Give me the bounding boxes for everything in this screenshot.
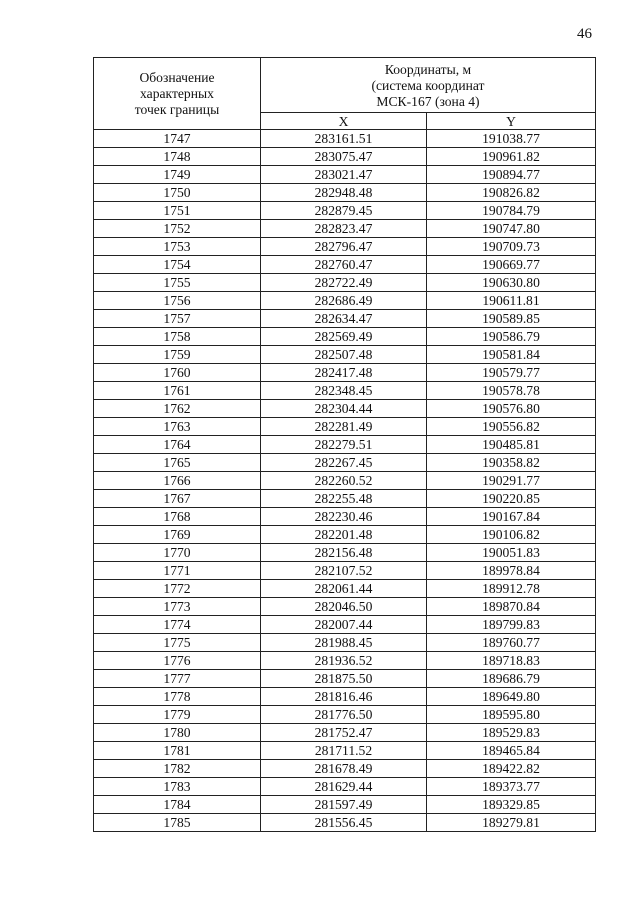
table-row bbox=[94, 382, 596, 400]
x-coordinate-cell: 282948.48 bbox=[261, 184, 427, 202]
x-coordinate-cell: 282569.49 bbox=[261, 328, 427, 346]
x-coordinate-cell: 282201.48 bbox=[261, 526, 427, 544]
point-id-cell: 1759 bbox=[94, 346, 261, 364]
y-column-header: Y bbox=[427, 113, 596, 130]
table-header bbox=[94, 58, 596, 130]
point-id-cell: 1770 bbox=[94, 544, 261, 562]
table-row bbox=[94, 148, 596, 166]
x-coordinate-cell: 282760.47 bbox=[261, 256, 427, 274]
table-row bbox=[94, 562, 596, 580]
x-coordinate-cell: 282279.51 bbox=[261, 436, 427, 454]
x-coordinate-cell: 282686.49 bbox=[261, 292, 427, 310]
y-coordinate-cell: 190669.77 bbox=[427, 256, 596, 274]
y-coordinate-cell: 190630.80 bbox=[427, 274, 596, 292]
y-coordinate-cell: 190578.78 bbox=[427, 382, 596, 400]
point-id-cell: 1766 bbox=[94, 472, 261, 490]
x-coordinate-cell: 282823.47 bbox=[261, 220, 427, 238]
point-id-cell: 1771 bbox=[94, 562, 261, 580]
table-row bbox=[94, 364, 596, 382]
point-header-line: Обозначение bbox=[139, 69, 215, 85]
y-coordinate-cell: 189870.84 bbox=[427, 598, 596, 616]
table-row bbox=[94, 220, 596, 238]
x-coordinate-cell: 283075.47 bbox=[261, 148, 427, 166]
x-coordinate-cell: 282722.49 bbox=[261, 274, 427, 292]
x-coordinate-cell: 281678.49 bbox=[261, 760, 427, 778]
x-coordinate-cell: 281629.44 bbox=[261, 778, 427, 796]
x-coordinate-cell: 281936.52 bbox=[261, 652, 427, 670]
table-row bbox=[94, 472, 596, 490]
y-coordinate-cell: 189373.77 bbox=[427, 778, 596, 796]
y-coordinate-cell: 190589.85 bbox=[427, 310, 596, 328]
y-coordinate-cell: 190167.84 bbox=[427, 508, 596, 526]
table-row bbox=[94, 418, 596, 436]
y-coordinate-cell: 190784.79 bbox=[427, 202, 596, 220]
table-row bbox=[94, 436, 596, 454]
x-coordinate-cell: 282230.46 bbox=[261, 508, 427, 526]
y-coordinate-cell: 190556.82 bbox=[427, 418, 596, 436]
x-coordinate-cell: 281711.52 bbox=[261, 742, 427, 760]
y-coordinate-cell: 190106.82 bbox=[427, 526, 596, 544]
x-coordinate-cell: 282046.50 bbox=[261, 598, 427, 616]
table-row bbox=[94, 544, 596, 562]
page-number: 46 bbox=[577, 26, 592, 42]
table-row bbox=[94, 202, 596, 220]
table-row bbox=[94, 256, 596, 274]
point-header-line: точек границы bbox=[134, 101, 220, 117]
y-coordinate-cell: 189978.84 bbox=[427, 562, 596, 580]
y-coordinate-cell: 189422.82 bbox=[427, 760, 596, 778]
y-coordinate-cell: 190485.81 bbox=[427, 436, 596, 454]
x-coordinate-cell: 282507.48 bbox=[261, 346, 427, 364]
table-row bbox=[94, 508, 596, 526]
point-id-cell: 1761 bbox=[94, 382, 261, 400]
x-column-header: X bbox=[261, 113, 427, 130]
y-coordinate-cell: 190576.80 bbox=[427, 400, 596, 418]
table-row bbox=[94, 580, 596, 598]
table-row bbox=[94, 400, 596, 418]
x-coordinate-cell: 281597.49 bbox=[261, 796, 427, 814]
point-id-cell: 1768 bbox=[94, 508, 261, 526]
table-row bbox=[94, 742, 596, 760]
point-id-cell: 1752 bbox=[94, 220, 261, 238]
point-id-cell: 1785 bbox=[94, 814, 261, 832]
point-id-cell: 1749 bbox=[94, 166, 261, 184]
coordinates-table bbox=[93, 57, 596, 832]
point-id-cell: 1753 bbox=[94, 238, 261, 256]
point-id-cell: 1748 bbox=[94, 148, 261, 166]
x-coordinate-cell: 281816.46 bbox=[261, 688, 427, 706]
coord-header-line: (система координат bbox=[371, 78, 485, 93]
y-coordinate-cell: 190358.82 bbox=[427, 454, 596, 472]
y-coordinate-cell: 190586.79 bbox=[427, 328, 596, 346]
point-header-line: характерных bbox=[140, 85, 214, 101]
point-id-cell: 1767 bbox=[94, 490, 261, 508]
table-body bbox=[94, 130, 596, 832]
point-designation-header bbox=[94, 58, 261, 130]
x-coordinate-cell: 282107.52 bbox=[261, 562, 427, 580]
table-row bbox=[94, 274, 596, 292]
table-row bbox=[94, 490, 596, 508]
x-coordinate-cell: 282796.47 bbox=[261, 238, 427, 256]
coord-header-line: Координаты, м bbox=[384, 62, 472, 77]
table-row bbox=[94, 346, 596, 364]
point-id-cell: 1784 bbox=[94, 796, 261, 814]
table-row bbox=[94, 130, 596, 148]
point-id-cell: 1781 bbox=[94, 742, 261, 760]
point-id-cell: 1758 bbox=[94, 328, 261, 346]
point-id-cell: 1775 bbox=[94, 634, 261, 652]
y-coordinate-cell: 189686.79 bbox=[427, 670, 596, 688]
x-coordinate-cell: 281776.50 bbox=[261, 706, 427, 724]
point-id-cell: 1751 bbox=[94, 202, 261, 220]
y-coordinate-cell: 189718.83 bbox=[427, 652, 596, 670]
point-id-cell: 1777 bbox=[94, 670, 261, 688]
table-row bbox=[94, 616, 596, 634]
x-coordinate-cell: 282417.48 bbox=[261, 364, 427, 382]
x-coordinate-cell: 282281.49 bbox=[261, 418, 427, 436]
y-coordinate-cell: 190581.84 bbox=[427, 346, 596, 364]
y-coordinate-cell: 189465.84 bbox=[427, 742, 596, 760]
x-coordinate-cell: 282156.48 bbox=[261, 544, 427, 562]
point-id-cell: 1774 bbox=[94, 616, 261, 634]
y-coordinate-cell: 189649.80 bbox=[427, 688, 596, 706]
table-row bbox=[94, 526, 596, 544]
point-id-cell: 1780 bbox=[94, 724, 261, 742]
y-coordinate-cell: 191038.77 bbox=[427, 130, 596, 148]
y-coordinate-cell: 189799.83 bbox=[427, 616, 596, 634]
y-coordinate-cell: 190051.83 bbox=[427, 544, 596, 562]
x-coordinate-cell: 281988.45 bbox=[261, 634, 427, 652]
x-coordinate-cell: 283021.47 bbox=[261, 166, 427, 184]
point-id-cell: 1750 bbox=[94, 184, 261, 202]
table-row bbox=[94, 706, 596, 724]
y-coordinate-cell: 190894.77 bbox=[427, 166, 596, 184]
y-coordinate-cell: 190961.82 bbox=[427, 148, 596, 166]
point-id-cell: 1769 bbox=[94, 526, 261, 544]
y-coordinate-cell: 189912.78 bbox=[427, 580, 596, 598]
coord-header-line: МСК-167 (зона 4) bbox=[376, 94, 480, 109]
table-row bbox=[94, 166, 596, 184]
table-row bbox=[94, 688, 596, 706]
x-coordinate-cell: 282007.44 bbox=[261, 616, 427, 634]
table-row bbox=[94, 454, 596, 472]
point-id-cell: 1762 bbox=[94, 400, 261, 418]
table-row bbox=[94, 184, 596, 202]
point-id-cell: 1764 bbox=[94, 436, 261, 454]
x-coordinate-cell: 282348.45 bbox=[261, 382, 427, 400]
point-id-cell: 1782 bbox=[94, 760, 261, 778]
x-coordinate-cell: 282061.44 bbox=[261, 580, 427, 598]
y-coordinate-cell: 190747.80 bbox=[427, 220, 596, 238]
point-id-cell: 1754 bbox=[94, 256, 261, 274]
x-coordinate-cell: 281556.45 bbox=[261, 814, 427, 832]
point-id-cell: 1779 bbox=[94, 706, 261, 724]
y-coordinate-cell: 189595.80 bbox=[427, 706, 596, 724]
y-coordinate-cell: 190291.77 bbox=[427, 472, 596, 490]
table-row bbox=[94, 760, 596, 778]
x-coordinate-cell: 283161.51 bbox=[261, 130, 427, 148]
table-row bbox=[94, 238, 596, 256]
y-coordinate-cell: 190220.85 bbox=[427, 490, 596, 508]
table-row bbox=[94, 328, 596, 346]
y-coordinate-cell: 190611.81 bbox=[427, 292, 596, 310]
point-id-cell: 1757 bbox=[94, 310, 261, 328]
y-coordinate-cell: 190826.82 bbox=[427, 184, 596, 202]
x-coordinate-cell: 282260.52 bbox=[261, 472, 427, 490]
coordinates-header bbox=[261, 58, 596, 113]
y-coordinate-cell: 189329.85 bbox=[427, 796, 596, 814]
point-id-cell: 1783 bbox=[94, 778, 261, 796]
x-coordinate-cell: 282267.45 bbox=[261, 454, 427, 472]
table-row bbox=[94, 634, 596, 652]
y-coordinate-cell: 190579.77 bbox=[427, 364, 596, 382]
table-row bbox=[94, 670, 596, 688]
y-coordinate-cell: 190709.73 bbox=[427, 238, 596, 256]
point-id-cell: 1765 bbox=[94, 454, 261, 472]
table-row bbox=[94, 796, 596, 814]
point-id-cell: 1756 bbox=[94, 292, 261, 310]
y-coordinate-cell: 189760.77 bbox=[427, 634, 596, 652]
table-row bbox=[94, 598, 596, 616]
table-row bbox=[94, 778, 596, 796]
table-row bbox=[94, 724, 596, 742]
x-coordinate-cell: 282879.45 bbox=[261, 202, 427, 220]
x-coordinate-cell: 282304.44 bbox=[261, 400, 427, 418]
point-id-cell: 1763 bbox=[94, 418, 261, 436]
y-coordinate-cell: 189529.83 bbox=[427, 724, 596, 742]
point-id-cell: 1778 bbox=[94, 688, 261, 706]
point-id-cell: 1772 bbox=[94, 580, 261, 598]
table-row bbox=[94, 652, 596, 670]
table-row bbox=[94, 292, 596, 310]
x-coordinate-cell: 282634.47 bbox=[261, 310, 427, 328]
table-row bbox=[94, 310, 596, 328]
point-id-cell: 1747 bbox=[94, 130, 261, 148]
point-id-cell: 1773 bbox=[94, 598, 261, 616]
table-row bbox=[94, 814, 596, 832]
x-coordinate-cell: 282255.48 bbox=[261, 490, 427, 508]
y-coordinate-cell: 189279.81 bbox=[427, 814, 596, 832]
point-id-cell: 1776 bbox=[94, 652, 261, 670]
point-id-cell: 1760 bbox=[94, 364, 261, 382]
x-coordinate-cell: 281752.47 bbox=[261, 724, 427, 742]
point-id-cell: 1755 bbox=[94, 274, 261, 292]
x-coordinate-cell: 281875.50 bbox=[261, 670, 427, 688]
